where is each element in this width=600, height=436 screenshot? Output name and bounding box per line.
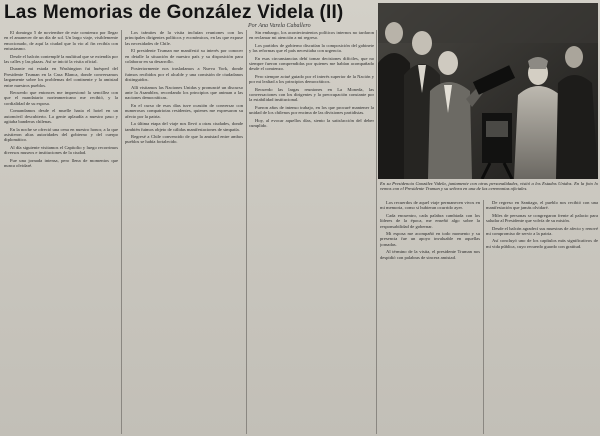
paragraph: Miles de personas se congregaron frente al palacio para saludar al Presidente que volvía de su misión. [486, 212, 598, 224]
article-photo [378, 3, 598, 179]
paragraph: Allí visitamos las Naciones Unidas y pronuncié un discurso ante la Asamblea, recordando los principios que animan a las naciones democráticas. [125, 84, 243, 101]
paragraph: Desde el balcón contemplé la multitud que se extendía por las calles y las plazas. Así se inició la visita oficial. [4, 53, 118, 65]
article-column-5 [486, 200, 598, 434]
paragraph: Al día siguiente visitamos el Capitolio y luego recorrimos diversos museos e instituciones de la ciudad. [4, 144, 118, 156]
paragraph: Posteriormente nos trasladamos a Nueva York, donde fuimos recibidos por el alcalde y una comisión de ciudadanos distinguidos. [125, 66, 243, 83]
paragraph: Comandamos desde el muelle hasta el hotel en un automóvil descubierto. La gente aplaudía a nuestro paso y agitaba banderas chilenas. [4, 108, 118, 125]
paragraph: Hoy, al evocar aquellos días, siento la satisfacción del deber cumplido. [249, 117, 374, 129]
column-divider [376, 30, 377, 434]
article-column-3 [249, 30, 374, 434]
paragraph: Recuerdo las largas reuniones en La Moneda, las conversaciones con los dirigentes y la preocupación constante por la estabilidad institucional. [249, 86, 374, 103]
paragraph: En la noche se ofreció una cena en nuestro honor, a la que asistieron altas autoridades del gobierno y del cuerpo diplomático. [4, 126, 118, 143]
paragraph: Los trámites de la visita incluían reuniones con los principales dirigentes políticos y económicos, en las que expuse las necesidades de Chile. [125, 30, 243, 46]
paragraph: El domingo 5 de noviembre de este comienzo por llegar en el amanecer de un día de sol. Un largo viaje, visiblemente emocionado, de aquí la ciudad que la vio al fin recibía con entusiasmo. [4, 30, 118, 52]
paragraph: La última etapa del viaje nos llevó a otras ciudades, donde también fuimos objeto de cálidas manifestaciones de simpatía. [125, 121, 243, 132]
paragraph: El presidente Truman me manifestó su interés por conocer en detalle la situación de nuestro país y su disposición para colaborar en su desarrollo. [125, 48, 243, 65]
column-divider [121, 30, 122, 434]
article-column-1 [4, 30, 118, 434]
paragraph: Al término de la visita, el presidente Truman nos despidió con palabras de sincera amistad. [380, 249, 480, 260]
paragraph: Recuerdo que entonces me impresionó la sencillez con que el mandatario norteamericano me recibió, y la cordialidad de su esposa. [4, 90, 118, 106]
paragraph: Durante mi estada en Washington fui huésped del Presidente Truman en la Casa Blanca, donde conversamos largamente sobre los problemas del continente y la amistad entre nuestros pueblos. [4, 66, 118, 88]
paragraph: De regreso en Santiago, el pueblo nos recibió con una manifestación que jamás olvidaré. [486, 200, 598, 211]
paragraph: Fueron años de intenso trabajo, en los que procuré mantener la unidad de los chilenos por encima de las divisiones partidistas. [249, 104, 374, 116]
article-byline: Por Ana Varela Caballero [248, 23, 311, 29]
paragraph: Los partidos de gobierno discutían la composición del gabinete y las reformas que el país necesitaba con urgencia. [249, 42, 374, 54]
paragraph: En esas circunstancias debí tomar decisiones difíciles, que no siempre fueron comprendidas por quienes me habían acompañado desde el comienzo. [249, 55, 374, 72]
paragraph: Mi esposa me acompañó en todo momento y su presencia fue un apoyo invaluable en aquellas jornadas. [380, 231, 480, 247]
paragraph: Desde el balcón agradecí sus muestras de afecto y renové mi compromiso de servir a la patria. [486, 225, 598, 237]
column-divider [483, 200, 484, 434]
paragraph: Los recuerdos de aquel viaje permanecen vivos en mi memoria, como si hubieran ocurrido ayer. [380, 200, 480, 211]
paragraph: Sin embargo, los acontecimientos políticos internos no tardaron en reclamar mi atención a mi regreso. [249, 30, 374, 41]
paragraph: Cada encuentro, cada palabra cambiada con los líderes de la época, me enseñó algo sobre la responsabilidad de gobernar. [380, 212, 480, 229]
photo-scene [378, 3, 598, 179]
article-column-2 [125, 30, 243, 434]
article-title: Las Memorias de González Videla (II) [4, 2, 344, 23]
paragraph: Regresé a Chile convencido de que la amistad entre ambos pueblos se había fortalecido. [125, 133, 243, 145]
article-column-4 [380, 200, 480, 434]
paragraph: En el curso de esos días tuve ocasión de conversar con numerosos compatriotas residentes, quienes me expresaron su afecto por la patria. [125, 102, 243, 119]
paragraph: Así concluyó uno de los capítulos más significativos de mi vida pública, cuyo recuerdo guardo con gratitud. [486, 238, 598, 249]
paragraph: Pero siempre actué guiado por el interés superior de la Nación y por mi lealtad a los principios democráticos. [249, 73, 374, 85]
column-divider [246, 30, 247, 434]
paragraph: Fue una jornada intensa, pero llena de momentos que nunca olvidaré. [4, 157, 118, 168]
photo-caption: En su Presidencia González Videla, juntamente con otras personalidades, visitó a los Estados Unidos. En la foto lo vemos con el Presidente Truman y su señora en una de las ceremonias oficiales. [380, 181, 598, 192]
